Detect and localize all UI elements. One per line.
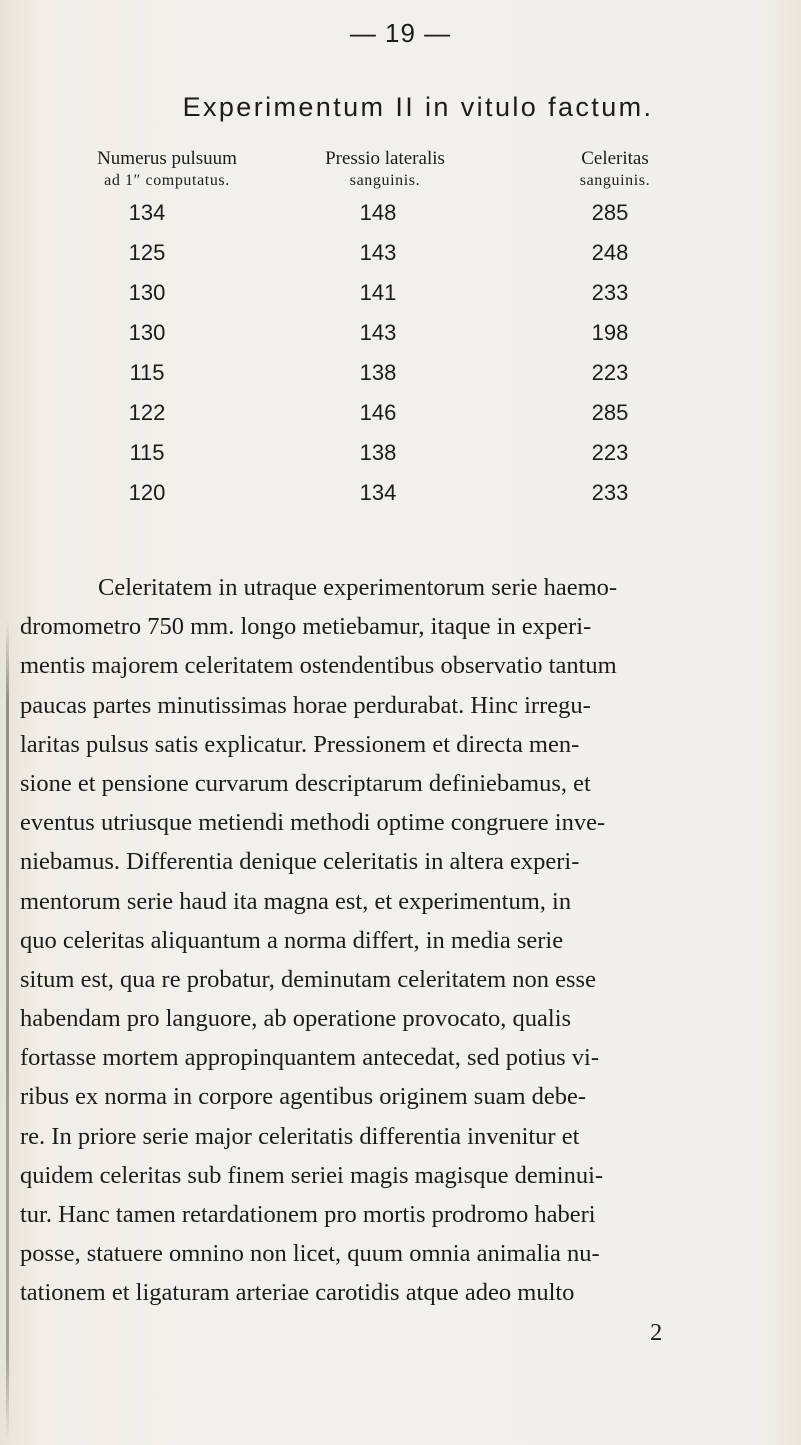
- table-cell: 138: [359, 360, 397, 385]
- signature-mark: 2: [650, 1318, 663, 1346]
- header-line: Celeritas: [581, 148, 649, 169]
- table-row: [60, 360, 760, 400]
- table-cell: 198: [591, 320, 629, 345]
- table-cell: 122: [128, 400, 166, 425]
- table-cell: 115: [129, 440, 165, 465]
- table-cell: 134: [128, 200, 166, 225]
- header-subline: ad 1″ computatus.: [104, 172, 230, 189]
- table-cell: 120: [128, 480, 166, 505]
- table-row: [60, 200, 760, 240]
- section-heading: Experimentum II in vitulo factum.: [182, 92, 654, 122]
- text-line: quidem celeritas sub finem seriei magis magisque deminui-: [20, 1161, 604, 1189]
- table-cell: 143: [359, 320, 397, 345]
- table-cell: 130: [128, 320, 166, 345]
- text-line: laritas pulsus satis explicatur. Pressionem et directa men-: [20, 730, 580, 758]
- text-line: situm est, qua re probatur, deminutam celeritatem non esse: [20, 965, 596, 993]
- body-paragraph: [20, 568, 780, 1352]
- header-line: Numerus pulsuum: [97, 148, 237, 169]
- table-row: [60, 400, 760, 440]
- page-number: — 19 —: [349, 18, 452, 48]
- text-line: dromometro 750 mm. longo metiebamur, itaque in experi-: [20, 613, 592, 641]
- text-line: posse, statuere omnino non licet, quum omnia animalia nu-: [20, 1240, 600, 1268]
- table-cell: 233: [591, 280, 629, 305]
- table-cell: 148: [359, 200, 397, 225]
- column-header-lateral-pressure: [270, 148, 500, 192]
- header-subline: sanguinis.: [349, 172, 421, 189]
- table-cell: 141: [359, 280, 397, 305]
- table-cell: 285: [591, 200, 629, 225]
- table-row: [60, 320, 760, 360]
- table-row: [60, 480, 760, 520]
- table-row: [60, 280, 760, 320]
- text-line: fortasse mortem appropinquantem antecedat, sed potius vi-: [20, 1044, 599, 1072]
- table-cell: 248: [591, 240, 629, 265]
- column-header-pulse-count: [52, 148, 282, 192]
- text-line: ribus ex norma in corpore agentibus originem suam debe-: [20, 1083, 587, 1111]
- table-cell: 285: [591, 400, 629, 425]
- text-line: sione et pensione curvarum descriptarum definiebamus, et: [20, 769, 591, 797]
- text-line: quo celeritas aliquantum a norma differt, in media serie: [20, 926, 564, 954]
- text-line: paucas partes minutissimas horae perdurabat. Hinc irregu-: [20, 691, 591, 719]
- text-line: habendam pro languore, ab operatione provocato, qualis: [20, 1005, 572, 1033]
- column-header-blood-velocity: [500, 148, 730, 192]
- table-cell: 138: [359, 440, 397, 465]
- text-line: mentorum serie haud ita magna est, et experimentum, in: [20, 887, 572, 915]
- table-cell: 223: [591, 360, 629, 385]
- text-line: tur. Hanc tamen retardationem pro mortis prodromo haberi: [20, 1201, 596, 1228]
- table-cell: 134: [359, 480, 397, 505]
- table-cell: 223: [591, 440, 629, 465]
- header-line: Pressio lateralis: [325, 148, 445, 169]
- table-cell: 146: [359, 400, 397, 425]
- text-line: tationem et ligaturam arteriae carotidis atque adeo multo: [20, 1279, 575, 1307]
- table-cell: 115: [129, 360, 165, 385]
- binding-shadow: [6, 620, 9, 1440]
- text-line: Celeritatem in utraque experimentorum serie haemo-: [98, 574, 618, 601]
- table-cell: 233: [591, 480, 629, 505]
- table-cell: 130: [128, 280, 166, 305]
- text-line: re. In priore serie major celeritatis differentia invenitur et: [20, 1122, 580, 1150]
- text-line: niebamus. Differentia denique celeritatis in altera experi-: [20, 848, 580, 876]
- table-cell: 143: [359, 240, 397, 265]
- text-line: eventus utriusque metiendi methodi optime congruere inve-: [20, 809, 606, 837]
- text-line: mentis majorem celeritatem ostendentibus observatio tantum: [20, 652, 617, 680]
- table-row: [60, 240, 760, 280]
- table-cell: 125: [128, 240, 166, 265]
- table-row: [60, 440, 760, 480]
- header-subline: sanguinis.: [579, 172, 651, 189]
